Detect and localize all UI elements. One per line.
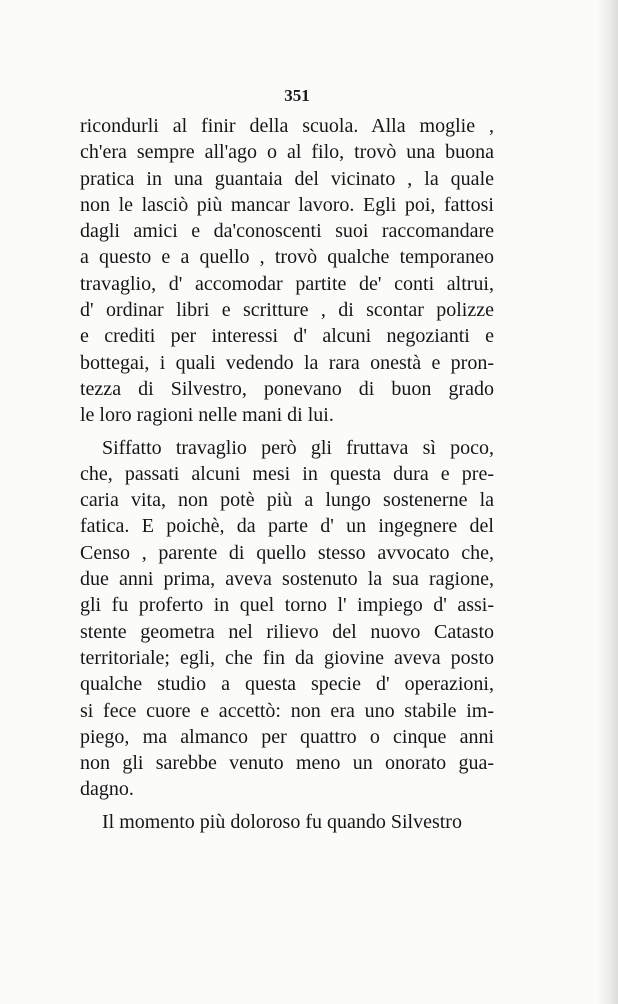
text-line: a questo e a quello , trovò qualche temporaneo — [80, 246, 494, 269]
text-line: stente geometra nel rilievo del nuovo Catasto — [80, 620, 494, 643]
text-line: ch'era sempre all'ago o al filo, trovò una buona — [80, 141, 494, 164]
body-text — [80, 113, 494, 835]
text-line: ricondurli al finir della scuola. Alla moglie , — [80, 115, 494, 137]
text-line: pratica in una guantaia del vicinato , la quale — [80, 167, 494, 190]
paragraph — [80, 113, 494, 429]
text-line: e crediti per interessi d' alcuni negozianti e — [80, 325, 494, 348]
page-edge-shadow — [596, 0, 618, 1004]
text-line: dagno. — [80, 778, 134, 801]
page-number: 351 — [284, 86, 310, 105]
text-line: Il momento più doloroso fu quando Silvestro — [102, 810, 462, 833]
text-line: travaglio, d' accomodar partite de' conti altrui, — [80, 272, 494, 295]
text-line: d' ordinar libri e scritture , di scontar polizze — [80, 299, 494, 322]
text-line: le loro ragioni nelle mani di lui. — [80, 404, 334, 427]
text-line: piego, ma almanco per quattro o cinque anni — [80, 725, 494, 748]
text-line: non le lasciò più mancar lavoro. Egli poi, fattosi — [80, 193, 494, 216]
text-line: Censo , parente di quello stesso avvocato che, — [80, 541, 494, 564]
text-line: si fece cuore e accettò: non era uno stabile im- — [80, 699, 494, 722]
text-line: tezza di Silvestro, ponevano di buon grado — [80, 377, 494, 400]
text-line: Siffatto travaglio però gli fruttava sì poco, — [102, 436, 494, 459]
text-line: gli fu proferto in quel torno l' impiego d' assi- — [80, 594, 494, 617]
text-line: dagli amici e da'conoscenti suoi raccomandare — [80, 220, 494, 243]
text-line: fatica. E poichè, da parte d' un ingegnere del — [80, 515, 494, 538]
paragraph — [80, 809, 494, 835]
text-line: qualche studio a questa specie d' operazioni, — [80, 673, 494, 696]
text-line: territoriale; egli, che fin da giovine aveva posto — [80, 646, 494, 669]
text-line: non gli sarebbe venuto meno un onorato gua- — [80, 752, 494, 775]
text-line: due anni prima, aveva sostenuto la sua ragione, — [80, 568, 494, 591]
text-line: bottegai, i quali vedendo la rara onestà e pron- — [80, 351, 494, 374]
text-line: che, passati alcuni mesi in questa dura e pre- — [80, 462, 494, 485]
paragraph — [80, 435, 494, 803]
text-line: caria vita, non potè più a lungo sostenerne la — [80, 489, 494, 512]
